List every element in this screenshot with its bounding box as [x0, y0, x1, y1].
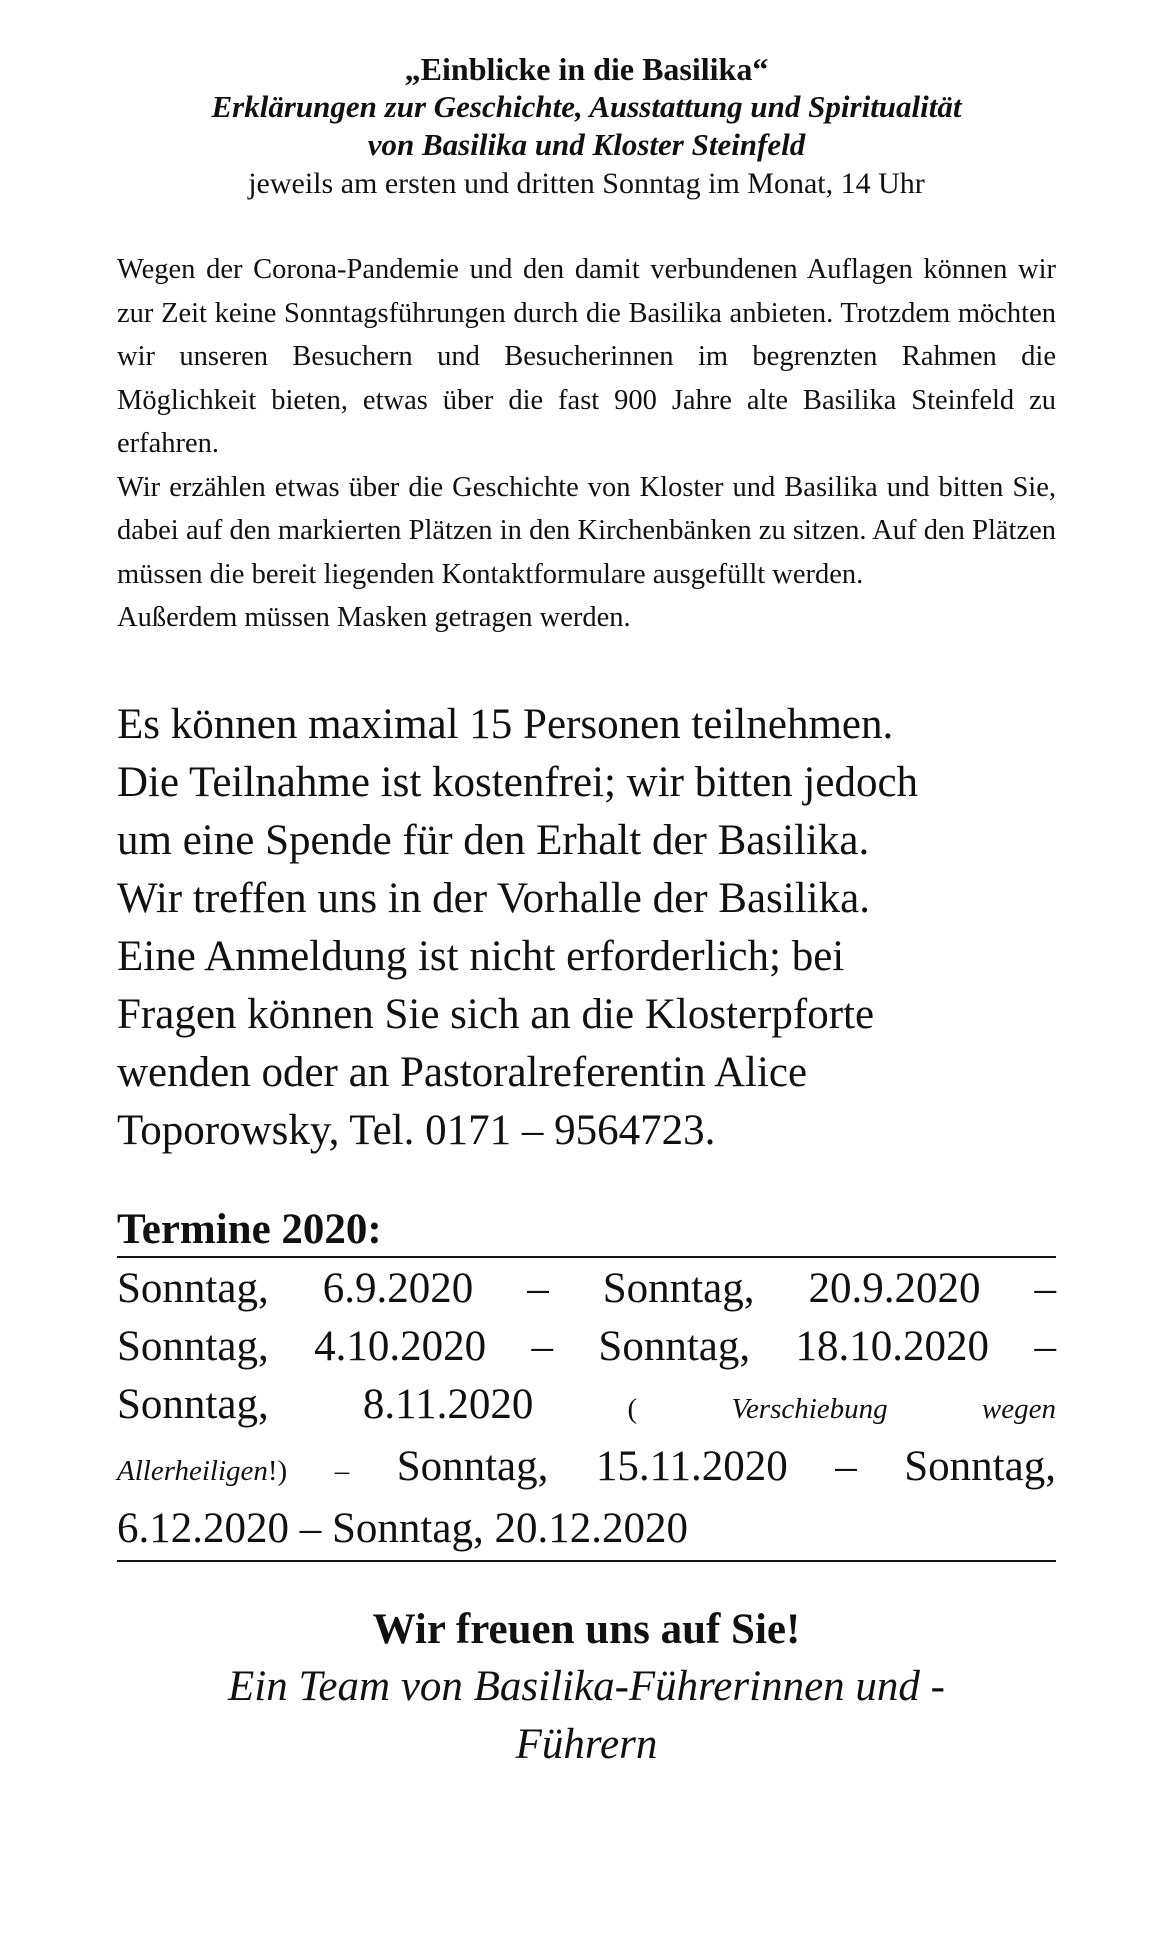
intro-paragraph-3: Außerdem müssen Masken getragen werden.	[117, 602, 631, 633]
date-word: Sonntag,	[602, 1264, 755, 1312]
info-line: Fragen können Sie sich an die Klosterpforte	[117, 990, 875, 1038]
date-separator: –	[527, 1264, 549, 1312]
dates-row	[117, 1438, 1056, 1500]
contact-line: Toporowsky, Tel. 0171 – 9564723.	[117, 1106, 716, 1154]
date-value: 18.10.2020	[795, 1322, 990, 1370]
date-word: Sonntag,	[904, 1442, 1056, 1490]
header	[117, 50, 1056, 204]
date-value: 6.9.2020	[322, 1264, 474, 1312]
info-line: Es können maximal 15 Personen teilnehmen.	[117, 700, 894, 748]
intro-paragraph-1: Wegen der Corona-Pandemie und den damit verbundenen Auflagen können wir zur Zeit keine Sonntagsführungen durch die Basilika anbieten. Trotzdem möchten wir unseren Besuchern und Besucherinnen im begrenzten Rahmen die Möglichkeit bieten, etwas über die fast 900 Jahre alte Basilika Steinfeld zu erfahren.	[117, 254, 1056, 459]
date-value: 4.10.2020	[314, 1322, 487, 1370]
date-separator: –	[1034, 1322, 1056, 1370]
note-text: Verschiebung	[731, 1392, 888, 1425]
date-separator: –	[334, 1454, 350, 1487]
note-paren: !)	[267, 1454, 288, 1487]
note-fragment	[117, 1438, 287, 1500]
date-word: Sonntag,	[396, 1442, 549, 1490]
dates-list	[117, 1258, 1056, 1562]
date-value: 8.11.2020	[362, 1380, 534, 1428]
date-value: 20.9.2020	[808, 1264, 981, 1312]
signature-line-2: Führern	[515, 1720, 658, 1768]
intro-paragraph-2: Wir erzählen etwas über die Geschichte von Kloster und Basilika und bitten Sie, dabei auf den markierten Plätzen in den Kirchenbänken zu sitzen. Auf den Plätzen müssen die bereit liegenden Kontaktformulare ausgefüllt werden.	[117, 471, 1056, 590]
date-separator: –	[531, 1322, 554, 1370]
page-title: „Einblicke in die Basilika“	[404, 51, 769, 87]
info-line: um eine Spende für den Erhalt der Basilika.	[117, 816, 870, 864]
dates-row	[117, 1318, 1056, 1376]
date-value: 15.11.2020	[595, 1442, 788, 1490]
closing	[117, 1602, 1056, 1774]
schedule-text: jeweils am ersten und dritten Sonntag im Monat, 14 Uhr	[248, 167, 925, 200]
date-word: Sonntag,	[117, 1264, 269, 1312]
dates-row-last: 6.12.2020 – Sonntag, 20.12.2020	[117, 1504, 688, 1552]
dates-row	[117, 1260, 1056, 1318]
closing-title: Wir freuen uns auf Sie!	[372, 1605, 801, 1653]
intro-text	[117, 248, 1056, 640]
note-text: Allerheiligen	[117, 1454, 268, 1487]
flyer-page	[117, 50, 1056, 1774]
info-line: Eine Anmeldung ist nicht erforderlich; bei	[117, 932, 845, 980]
info-line: wenden oder an Pastoralreferentin Alice	[117, 1048, 808, 1096]
note-text: wegen	[981, 1392, 1056, 1425]
info-line: Die Teilnahme ist kostenfrei; wir bitten jedoch	[117, 758, 919, 806]
dates-row	[117, 1376, 1056, 1438]
dates-heading: Termine 2020:	[117, 1204, 1056, 1258]
date-word: Sonntag,	[117, 1380, 269, 1428]
date-word: Sonntag,	[117, 1322, 269, 1370]
signature-line-1: Ein Team von Basilika-Führerinnen und -	[228, 1662, 945, 1710]
subtitle-line-1: Erklärungen zur Geschichte, Ausstattung und Spiritualität	[211, 89, 962, 124]
subtitle-line-2: von Basilika und Kloster Steinfeld	[367, 127, 806, 162]
date-separator: –	[835, 1442, 857, 1490]
info-line: Wir treffen uns in der Vorhalle der Basilika.	[117, 874, 870, 922]
participation-info	[117, 696, 1056, 1160]
date-separator: –	[1034, 1264, 1056, 1312]
date-word: Sonntag,	[598, 1322, 751, 1370]
note-paren: (	[627, 1392, 638, 1425]
